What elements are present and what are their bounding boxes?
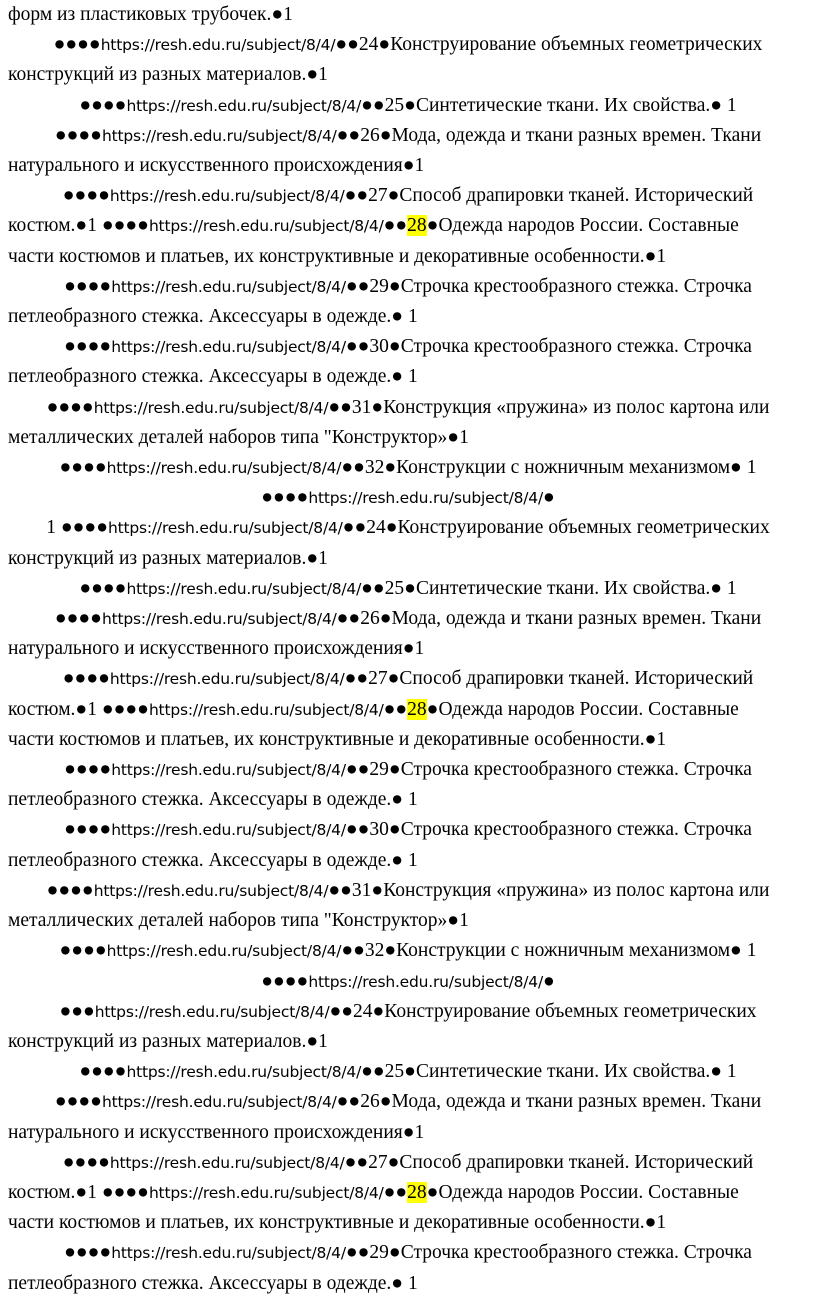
text-line: [8, 30, 808, 60]
resource-link[interactable]: https://resh.edu.ru/subject/8/4/: [111, 338, 346, 357]
line-text: части костюмов и платьев, их конструктивные и декоративные особенности.●1: [8, 245, 667, 267]
line-text: ●●●●: [54, 124, 102, 146]
resource-link[interactable]: https://resh.edu.ru/subject/8/4/: [308, 972, 543, 991]
resource-link[interactable]: https://resh.edu.ru/subject/8/4/: [101, 1093, 337, 1112]
highlighted-number: 28: [407, 698, 427, 720]
text-line: [8, 151, 808, 181]
text-line: [8, 0, 808, 30]
resource-link[interactable]: https://resh.edu.ru/subject/8/4/: [126, 1063, 362, 1082]
line-text: натурального и искусственного происхождения●1: [8, 1121, 425, 1143]
text-line: [8, 755, 808, 785]
line-text: ●●: [383, 1181, 408, 1203]
text-line: [8, 302, 808, 332]
line-text: ●●●●: [64, 819, 112, 841]
line-text: ●●●●: [79, 94, 127, 116]
text-line: [8, 1148, 808, 1178]
line-text: ●●●●: [64, 336, 112, 358]
text-line: [8, 60, 808, 90]
line-text: конструкций из разных материалов.●1: [8, 1030, 328, 1052]
text-line: [8, 272, 808, 302]
highlighted-number: 28: [407, 1181, 427, 1203]
line-text: ●●32●Конструкции с ножничным механизмом● 1: [341, 940, 757, 962]
resource-link[interactable]: https://resh.edu.ru/subject/8/4/: [148, 1183, 384, 1202]
text-line: [8, 1238, 808, 1268]
resource-link[interactable]: https://resh.edu.ru/subject/8/4/: [111, 821, 346, 840]
resource-link[interactable]: https://resh.edu.ru/subject/8/4/: [93, 881, 329, 900]
line-text: костюм.●1 ●●●●: [8, 1181, 149, 1203]
text-line: [8, 1269, 808, 1299]
line-text: петлеобразного стежка. Аксессуары в одежде.● 1: [8, 849, 418, 871]
line-text: ●●27●Способ драпировки тканей. Исторический: [344, 1151, 754, 1173]
line-text: ●●●: [59, 1000, 95, 1022]
line-text: ●●●●: [54, 1091, 102, 1113]
text-line: [8, 332, 808, 362]
resource-link[interactable]: https://resh.edu.ru/subject/8/4/: [109, 187, 345, 206]
text-line: [8, 1178, 808, 1208]
line-text: ●●30●Строчка крестообразного стежка. Строчка: [345, 336, 752, 358]
line-text: конструкций из разных материалов.●1: [8, 64, 328, 86]
resource-link[interactable]: https://resh.edu.ru/subject/8/4/: [308, 489, 543, 508]
text-line: [8, 181, 808, 211]
line-text: 1 ●●●●: [46, 517, 108, 539]
line-text: ●●27●Способ драпировки тканей. Исторический: [344, 185, 754, 207]
line-text: ●●●●: [79, 1061, 127, 1083]
line-text: ●●●●: [62, 1151, 110, 1173]
line-text: ●●25●Синтетические ткани. Их свойства.● 1: [361, 94, 737, 116]
resource-link[interactable]: https://resh.edu.ru/subject/8/4/: [94, 1002, 330, 1021]
line-text: форм из пластиковых трубочек.●1: [8, 4, 293, 25]
text-line: [8, 1118, 808, 1148]
line-text: костюм.●1 ●●●●: [8, 698, 149, 720]
resource-link[interactable]: https://resh.edu.ru/subject/8/4/: [126, 579, 362, 598]
line-text: ●●29●Строчка крестообразного стежка. Строчка: [345, 275, 752, 297]
line-text: ●●●●: [46, 879, 94, 901]
resource-link[interactable]: https://resh.edu.ru/subject/8/4/: [101, 610, 337, 629]
resource-link[interactable]: https://resh.edu.ru/subject/8/4/: [100, 36, 336, 55]
line-text: ●Одежда народов России. Составные: [426, 698, 739, 720]
line-text: ●●25●Синтетические ткани. Их свойства.● 1: [361, 1061, 737, 1083]
text-line: [8, 785, 808, 815]
text-line: [8, 393, 808, 423]
resource-link[interactable]: https://resh.edu.ru/subject/8/4/: [111, 277, 346, 296]
resource-link[interactable]: https://resh.edu.ru/subject/8/4/: [108, 519, 343, 538]
resource-link[interactable]: https://resh.edu.ru/subject/8/4/: [101, 126, 337, 145]
line-text: ●●●●: [64, 275, 112, 297]
text-line: [8, 846, 808, 876]
text-line: [8, 725, 808, 755]
line-text: металлических деталей наборов типа "Конструктор»●1: [8, 910, 469, 932]
text-line: [8, 695, 808, 725]
line-text: ●●: [383, 215, 408, 237]
resource-link[interactable]: https://resh.edu.ru/subject/8/4/: [148, 700, 384, 719]
line-text: ●●30●Строчка крестообразного стежка. Строчка: [345, 819, 752, 841]
line-text: ●●●●: [62, 185, 110, 207]
line-text: ●●32●Конструкции с ножничным механизмом● 1: [341, 457, 757, 479]
text-line: [8, 453, 808, 483]
line-text: петлеобразного стежка. Аксессуары в одежде.● 1: [8, 306, 418, 328]
line-text: ●●24●Конструирование объемных геометрических: [342, 517, 770, 539]
resource-link[interactable]: https://resh.edu.ru/subject/8/4/: [126, 96, 362, 115]
line-text: части костюмов и платьев, их конструктивные и декоративные особенности.●1: [8, 728, 667, 750]
resource-link[interactable]: https://resh.edu.ru/subject/8/4/: [106, 942, 342, 961]
text-line: [8, 211, 808, 241]
line-text: ●●31●Конструкция «пружина» из полос картона или: [328, 396, 770, 418]
line-text: ●●: [383, 698, 408, 720]
text-line: [8, 967, 808, 997]
line-text: ●●●●: [46, 396, 94, 418]
text-line: [8, 574, 808, 604]
text-line: [8, 997, 808, 1027]
text-line: [8, 1208, 808, 1238]
text-line: [8, 1057, 808, 1087]
text-line: [8, 483, 808, 513]
resource-link[interactable]: https://resh.edu.ru/subject/8/4/: [111, 761, 346, 780]
line-text: ●●25●Синтетические ткани. Их свойства.● 1: [361, 577, 737, 599]
line-text: части костюмов и платьев, их конструктивные и декоративные особенности.●1: [8, 1212, 667, 1234]
line-text: ●●●●: [59, 457, 107, 479]
line-text: ●: [543, 487, 555, 509]
line-text: костюм.●1 ●●●●: [8, 215, 149, 237]
text-line: [8, 604, 808, 634]
line-text: ●●26●Мода, одежда и ткани разных времен. Ткани: [336, 1091, 762, 1113]
line-text: ●●●●: [261, 970, 309, 992]
text-line: [8, 544, 808, 574]
highlighted-number: 28: [407, 215, 427, 237]
resource-link[interactable]: https://resh.edu.ru/subject/8/4/: [106, 459, 342, 478]
text-line: [8, 906, 808, 936]
text-line: [8, 634, 808, 664]
line-text: ●●●●: [54, 608, 102, 630]
line-text: ●●●●: [261, 487, 309, 509]
text-line: [8, 815, 808, 845]
line-text: ●●29●Строчка крестообразного стежка. Строчка: [345, 759, 752, 781]
line-text: ●●29●Строчка крестообразного стежка. Строчка: [345, 1242, 752, 1264]
line-text: ●●●●: [64, 1242, 112, 1264]
text-line: [8, 1027, 808, 1057]
line-text: ●●26●Мода, одежда и ткани разных времен. Ткани: [336, 124, 762, 146]
line-text: ●●●●: [59, 940, 107, 962]
line-text: ●●26●Мода, одежда и ткани разных времен. Ткани: [336, 608, 762, 630]
text-line: [8, 1087, 808, 1117]
line-text: ●: [543, 970, 555, 992]
text-line: [8, 242, 808, 272]
text-line: [8, 936, 808, 966]
text-line: [8, 423, 808, 453]
resource-link[interactable]: https://resh.edu.ru/subject/8/4/: [109, 670, 345, 689]
text-line: [8, 513, 808, 543]
resource-link[interactable]: https://resh.edu.ru/subject/8/4/: [93, 398, 329, 417]
line-text: ●●●●: [53, 34, 101, 56]
text-line: [8, 664, 808, 694]
resource-link[interactable]: https://resh.edu.ru/subject/8/4/: [111, 1244, 346, 1263]
line-text: ●●27●Способ драпировки тканей. Исторический: [344, 668, 754, 690]
line-text: ●●31●Конструкция «пружина» из полос картона или: [328, 879, 770, 901]
line-text: конструкций из разных материалов.●1: [8, 547, 328, 569]
line-text: ●●24●Конструирование объемных геометрических: [335, 34, 763, 56]
line-text: петлеобразного стежка. Аксессуары в одежде.● 1: [8, 789, 418, 811]
text-line: [8, 876, 808, 906]
line-text: петлеобразного стежка. Аксессуары в одежде.● 1: [8, 1272, 418, 1294]
line-text: ●Одежда народов России. Составные: [426, 215, 739, 237]
resource-link[interactable]: https://resh.edu.ru/subject/8/4/: [148, 217, 384, 236]
line-text: натурального и искусственного происхождения●1: [8, 155, 425, 177]
line-text: ●Одежда народов России. Составные: [426, 1181, 739, 1203]
line-text: ●●24●Конструирование объемных геометрических: [329, 1000, 757, 1022]
resource-link[interactable]: https://resh.edu.ru/subject/8/4/: [109, 1153, 345, 1172]
line-text: натурального и искусственного происхождения●1: [8, 638, 425, 660]
line-text: петлеобразного стежка. Аксессуары в одежде.● 1: [8, 366, 418, 388]
text-line: [8, 362, 808, 392]
text-line: [8, 121, 808, 151]
line-text: ●●●●: [62, 668, 110, 690]
line-text: металлических деталей наборов типа "Конструктор»●1: [8, 426, 469, 448]
text-line: [8, 91, 808, 121]
line-text: ●●●●: [79, 577, 127, 599]
line-text: ●●●●: [64, 759, 112, 781]
